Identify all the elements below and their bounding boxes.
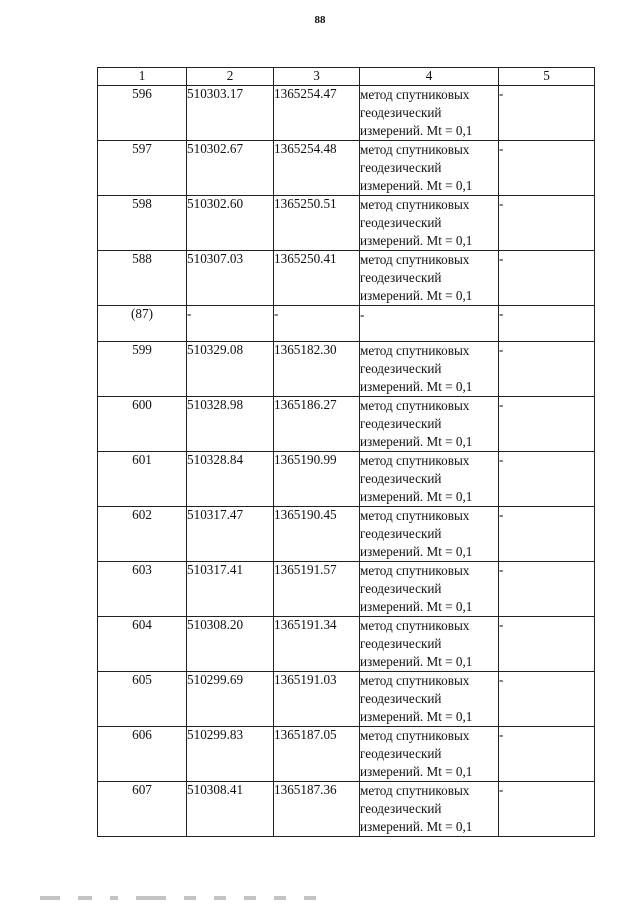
column-header: 4 bbox=[360, 68, 499, 86]
x-coordinate-cell: - bbox=[187, 306, 274, 342]
column-header: 5 bbox=[499, 68, 595, 86]
table-row bbox=[98, 306, 595, 342]
y-coordinate-cell: 1365254.47 bbox=[274, 86, 360, 141]
note-cell: - bbox=[499, 306, 595, 342]
method-cell: метод спутниковых геодезический измерений. Mt = 0,1 bbox=[360, 727, 499, 782]
coordinates-table bbox=[97, 67, 595, 837]
x-coordinate-cell: 510302.60 bbox=[187, 196, 274, 251]
x-coordinate-cell: 510329.08 bbox=[187, 342, 274, 397]
column-header: 1 bbox=[98, 68, 187, 86]
y-coordinate-cell: 1365187.36 bbox=[274, 782, 360, 837]
table-body bbox=[98, 86, 595, 837]
method-cell: метод спутниковых геодезический измерений. Mt = 0,1 bbox=[360, 617, 499, 672]
table-row bbox=[98, 672, 595, 727]
table-row bbox=[98, 86, 595, 141]
method-cell: метод спутниковых геодезический измерений. Mt = 0,1 bbox=[360, 86, 499, 141]
x-coordinate-cell: 510307.03 bbox=[187, 251, 274, 306]
method-cell: метод спутниковых геодезический измерений. Mt = 0,1 bbox=[360, 672, 499, 727]
method-cell: - bbox=[360, 306, 499, 342]
point-number-cell: (87) bbox=[98, 306, 187, 342]
note-cell: - bbox=[499, 141, 595, 196]
table-row bbox=[98, 342, 595, 397]
x-coordinate-cell: 510317.47 bbox=[187, 507, 274, 562]
y-coordinate-cell: - bbox=[274, 306, 360, 342]
y-coordinate-cell: 1365250.51 bbox=[274, 196, 360, 251]
table-row bbox=[98, 562, 595, 617]
note-cell: - bbox=[499, 672, 595, 727]
point-number-cell: 599 bbox=[98, 342, 187, 397]
note-cell: - bbox=[499, 782, 595, 837]
table-header-row bbox=[98, 68, 595, 86]
table-row bbox=[98, 782, 595, 837]
note-cell: - bbox=[499, 86, 595, 141]
x-coordinate-cell: 510302.67 bbox=[187, 141, 274, 196]
table-row bbox=[98, 141, 595, 196]
note-cell: - bbox=[499, 452, 595, 507]
table-row bbox=[98, 452, 595, 507]
point-number-cell: 600 bbox=[98, 397, 187, 452]
method-cell: метод спутниковых геодезический измерений. Mt = 0,1 bbox=[360, 251, 499, 306]
method-cell: метод спутниковых геодезический измерений. Mt = 0,1 bbox=[360, 507, 499, 562]
x-coordinate-cell: 510308.41 bbox=[187, 782, 274, 837]
y-coordinate-cell: 1365187.05 bbox=[274, 727, 360, 782]
method-cell: метод спутниковых геодезический измерений. Mt = 0,1 bbox=[360, 452, 499, 507]
point-number-cell: 601 bbox=[98, 452, 187, 507]
method-cell: метод спутниковых геодезический измерений. Mt = 0,1 bbox=[360, 342, 499, 397]
point-number-cell: 606 bbox=[98, 727, 187, 782]
note-cell: - bbox=[499, 397, 595, 452]
table-row bbox=[98, 507, 595, 562]
x-coordinate-cell: 510303.17 bbox=[187, 86, 274, 141]
table-row bbox=[98, 397, 595, 452]
y-coordinate-cell: 1365191.03 bbox=[274, 672, 360, 727]
y-coordinate-cell: 1365186.27 bbox=[274, 397, 360, 452]
y-coordinate-cell: 1365254.48 bbox=[274, 141, 360, 196]
y-coordinate-cell: 1365182.30 bbox=[274, 342, 360, 397]
y-coordinate-cell: 1365250.41 bbox=[274, 251, 360, 306]
column-header: 2 bbox=[187, 68, 274, 86]
page-number: 88 bbox=[314, 14, 326, 26]
y-coordinate-cell: 1365190.99 bbox=[274, 452, 360, 507]
point-number-cell: 607 bbox=[98, 782, 187, 837]
note-cell: - bbox=[499, 562, 595, 617]
note-cell: - bbox=[499, 342, 595, 397]
y-coordinate-cell: 1365190.45 bbox=[274, 507, 360, 562]
point-number-cell: 603 bbox=[98, 562, 187, 617]
point-number-cell: 604 bbox=[98, 617, 187, 672]
method-cell: метод спутниковых геодезический измерений. Mt = 0,1 bbox=[360, 397, 499, 452]
point-number-cell: 596 bbox=[98, 86, 187, 141]
note-cell: - bbox=[499, 196, 595, 251]
point-number-cell: 597 bbox=[98, 141, 187, 196]
table-row bbox=[98, 727, 595, 782]
y-coordinate-cell: 1365191.34 bbox=[274, 617, 360, 672]
point-number-cell: 598 bbox=[98, 196, 187, 251]
table-row bbox=[98, 251, 595, 306]
x-coordinate-cell: 510299.69 bbox=[187, 672, 274, 727]
x-coordinate-cell: 510299.83 bbox=[187, 727, 274, 782]
note-cell: - bbox=[499, 727, 595, 782]
method-cell: метод спутниковых геодезический измерений. Mt = 0,1 bbox=[360, 141, 499, 196]
point-number-cell: 588 bbox=[98, 251, 187, 306]
column-header: 3 bbox=[274, 68, 360, 86]
method-cell: метод спутниковых геодезический измерений. Mt = 0,1 bbox=[360, 782, 499, 837]
scan-artifact-marks bbox=[40, 896, 600, 902]
point-number-cell: 602 bbox=[98, 507, 187, 562]
x-coordinate-cell: 510308.20 bbox=[187, 617, 274, 672]
method-cell: метод спутниковых геодезический измерений. Mt = 0,1 bbox=[360, 562, 499, 617]
table-row bbox=[98, 196, 595, 251]
table-row bbox=[98, 617, 595, 672]
x-coordinate-cell: 510317.41 bbox=[187, 562, 274, 617]
note-cell: - bbox=[499, 617, 595, 672]
y-coordinate-cell: 1365191.57 bbox=[274, 562, 360, 617]
x-coordinate-cell: 510328.98 bbox=[187, 397, 274, 452]
note-cell: - bbox=[499, 251, 595, 306]
x-coordinate-cell: 510328.84 bbox=[187, 452, 274, 507]
method-cell: метод спутниковых геодезический измерений. Mt = 0,1 bbox=[360, 196, 499, 251]
point-number-cell: 605 bbox=[98, 672, 187, 727]
note-cell: - bbox=[499, 507, 595, 562]
